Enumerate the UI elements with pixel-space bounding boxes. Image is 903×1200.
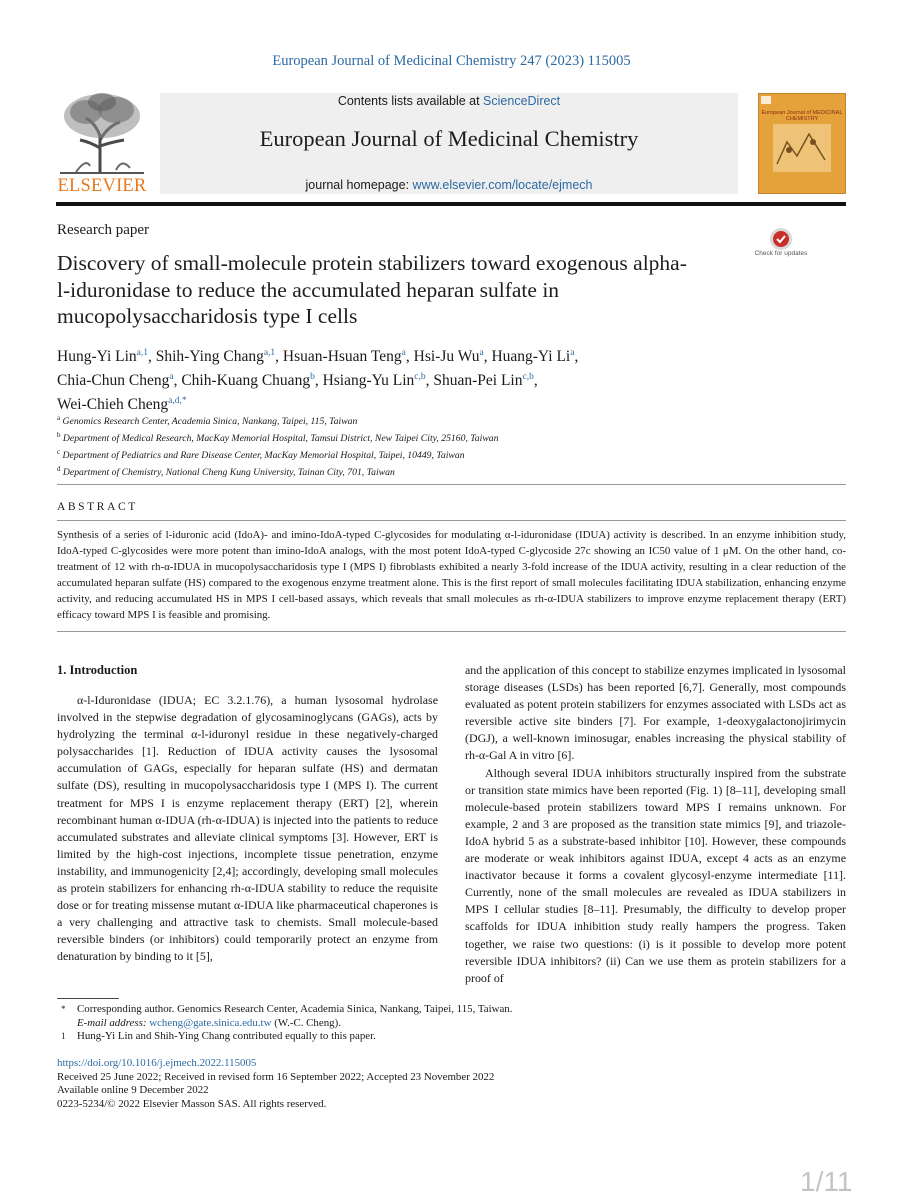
affiliation-mark: a [57,414,61,422]
copyright: 0223-5234/© 2022 Elsevier Masson SAS. All rights reserved. [57,1097,327,1110]
footnote-mark: 1 [61,1031,66,1042]
doi-link[interactable]: https://doi.org/10.1016/j.ejmech.2022.115005 [57,1057,257,1069]
author[interactable] [156,348,275,365]
footnote-mark: * [61,1004,66,1014]
journal-citation[interactable]: European Journal of Medicinal Chemistry 247 (2023) 115005 [272,53,631,69]
affiliation-text: Department of Medical Research, MacKay Memorial Hospital, Tamsui District, New Taipei City, 25160, Taiwan [62,433,499,445]
email-suffix: (W.-C. Cheng). [274,1016,341,1029]
contents-prefix: Contents lists available at [337,94,484,108]
author-separator: , [533,372,538,390]
affiliation [57,446,837,463]
author-affiliation-mark[interactable]: c,b [522,372,534,383]
equal-contribution-text: Hung-Yi Lin and Shih-Ying Chang contributed equally to this paper. [77,1030,376,1043]
author-email-link[interactable]: wcheng@gate.sinica.edu.tw [149,1016,272,1029]
email-label: E-mail address: [77,1016,147,1029]
affiliation [57,463,837,480]
cover-title: European Journal of MEDICINAL CHEMISTRY [761,110,843,122]
author-list [57,343,757,415]
journal-cover-thumbnail[interactable] [758,93,846,194]
author-separator: , [405,348,414,366]
author[interactable] [323,372,426,389]
author[interactable] [57,348,148,365]
author-affiliation-mark[interactable]: a,1 [263,348,276,358]
abstract-heading: ABSTRACT [57,501,138,513]
author-separator: , [275,348,283,366]
author-separator: , [483,348,492,366]
affiliation [57,412,837,429]
article-title: Discovery of small-molecule protein stabilizers toward exogenous alpha-l-iduronidase to reduce the accumulated heparan sulfate in mucopolysaccharidosis type I cells [57,251,687,328]
affiliation-mark: b [57,431,61,440]
author-separator: , [314,372,323,390]
footnotes [57,1003,837,1044]
intro-left-column [57,692,438,966]
article-info [57,1057,657,1111]
received-dates: Received 25 June 2022; Received in revised form 16 September 2022; Accepted 23 November 2022 [57,1070,495,1083]
intro-paragraph: α-l-Iduronidase (IDUA; EC 3.2.1.76), a human lysosomal hydrolase involved in the stepwise degradation of glycosaminoglycans (GAGs), acts by hydrolyzing the terminal α-l-iduronyl residue in these negatively-charged polysaccharides [1]. Reduction of IDUA activity causes the lysosomal accumulation of GAGs, especially for heparan sulfate (HS) and dermatan sulfate (DS), resulting in mucopolysaccharidosis type I (MPS I). The current treatment for MPS I is enzyme replacement therapy (ERT) [2], wherein recombinant human α-IDUA (rh-α-IDUA) is injected into the patients to reduce accumulated substrates and alleviate clinical symptoms [3]. However, ERT is limited by the high-cost injections, incomplete tissue penetration, enzyme instability, and immunogenicity [2,4]; accordingly, developing small molecules as protein stabilizers for enhancing rh-α-IDUA stability to reduce the requisite dose or for treating missense mutant α-IDUA like pharmaceutical chaperones is a very challenging and attractive task to chemists. Small molecule-based reversible binders (or inhibitors) could temporarily protect an enzyme from denaturation by binding to it [5], [57,693,438,964]
author-separator: , [173,372,182,390]
abstract-top-rule [57,484,846,485]
section-heading-introduction: 1. Introduction [57,663,138,677]
footnote-rule [57,998,119,999]
homepage-prefix: journal homepage: [305,178,413,192]
author[interactable] [491,348,574,365]
author-affiliation-mark[interactable]: a [169,372,174,383]
author-name[interactable]: Hsi-Ju Wu [413,348,480,366]
affiliation-mark: d [57,465,61,474]
affiliation-text: Department of Pediatrics and Rare Disease Center, MacKay Memorial Hospital, Taipei, 10449, Taiwan [62,450,465,462]
corresponding-text: Corresponding author. Genomics Research Center, Academia Sinica, Nankang, Taipei, 115, Taiwan. [77,1003,513,1015]
email-note [57,1017,837,1031]
publisher-wordmark[interactable]: ELSEVIER [57,176,147,196]
author-name[interactable]: Wei-Chieh Cheng [57,396,169,414]
author-name[interactable]: Chia-Chun Cheng [57,372,170,390]
abstract-heading-rule [57,520,846,521]
author-affiliation-mark[interactable]: a [479,348,484,358]
author[interactable] [57,372,174,389]
intro-paragraph: Although several IDUA inhibitors structurally inspired from the substrate or transition state mimics have been reported (Fig. 1) [8–11], developing small molecule-based protein stabilizers toward MPS I remains unknown. For example, 2 and 3 are proposed as the transition state mimics [9], and triazole-IdoA hybrid 5 as a substrate-based inhibitor [10]. However, these compounds are moderate or weak inhibitors against IDUA, except 4 acts as an enzyme inactivator because it forms a covalent glycosyl-enzyme intermediate [11]. Currently, none of the small molecules are revealed as IDUA stabilizers in MPS I cellular studies [8–11]. Presumably, the difficulty to develop proper scaffolds for IDUA inhibition study really hampers the progress. Taken together, we raise two questions: (i) is it possible to develop more potent reversible IDUA inhibitors? (ii) Can we use them as protein stabilizers for a proof of [465,765,846,985]
author-affiliation-mark[interactable]: a,d,* [168,396,187,407]
author-affiliation-mark[interactable]: a [401,348,406,358]
author-separator: , [425,372,434,390]
check-for-updates-label[interactable]: Check for updates [754,250,808,257]
author[interactable] [283,348,406,365]
author-name[interactable]: Hsuan-Hsuan Teng [282,348,402,366]
author-affiliation-mark[interactable]: c,b [414,372,426,383]
author-name[interactable]: Shih-Ying Chang [155,348,264,366]
affiliation-text: Genomics Research Center, Academia Sinica, Nankang, Taipei, 115, Taiwan [62,416,358,428]
journal-title: European Journal of Medicinal Chemistry [259,126,639,151]
abstract-text: Synthesis of a series of l-iduronic acid (IdoA)- and imino-IdoA-typed C-glycosides for modulating α-l-iduronidase (IDUA) activity is described. In an enzyme inhibition study, IdoA-typed C-glycosides were more potent than imino-IdoA analogs, with the most potent IdoA-typed C-glycoside 27c showing an IC50 value of 1 μM. On the other hand, co-treatment of 12 with rh-α-IDUA in mucopolysaccharidosis type I (MPS I) fibroblasts exhibited a nearly 3-fold increase of the IDUA activity, resulting in a clear reduction of the accumulated heparan sulfate (HS) compared to the exogenous enzyme treatment alone. This is the first report of small molecules facilitating IDUA stabilization, enhancing enzyme activity, and reducing accumulated HS in MPS I cell-based assays, which reveals that small molecules as rh-α-IDUA stabilizers to improve enzyme replacement therapy (ERT) efficacy toward MPS I is feasible and promising. [57,529,846,621]
author-name[interactable]: Hsiang-Yu Lin [322,372,415,390]
author-name[interactable]: Chih-Kuang Chuang [181,372,311,390]
corresponding-author-note [57,1003,837,1017]
check-for-updates-icon[interactable] [760,227,802,269]
sciencedirect-link[interactable]: ScienceDirect [483,94,561,108]
header-rule [56,202,846,206]
author-separator: , [148,348,156,366]
author[interactable] [433,372,533,389]
intro-paragraph: and the application of this concept to stabilize enzymes implicated in lysosomal storage diseases (LSDs) has been reported [6,7]. Generally, most compounds evaluated as potent protein stabilizers for enzymes associated with LSDs act as reversible active site binders [7]. For example, 1-deoxygalactonojirimycin (DGJ), a well-known iminosugar, enables increasing the physical stability of rh-α-Gal A in vitro [6]. [465,663,846,763]
author-affiliation-mark[interactable]: a,1 [136,348,148,358]
author[interactable] [414,348,484,365]
abstract-bottom-rule [57,631,846,632]
journal-homepage-link[interactable]: www.elsevier.com/locate/ejmech [412,178,593,192]
affiliation-text: Department of Chemistry, National Cheng Kung University, Tainan City, 701, Taiwan [62,467,395,479]
author-affiliation-mark[interactable]: a [570,348,575,358]
author-name[interactable]: Shuan-Pei Lin [433,372,523,390]
homepage-line [160,178,738,192]
author-affiliation-mark[interactable]: b [310,372,315,383]
page-indicator: 1/11 [800,1166,853,1197]
contents-line [160,94,738,108]
available-online: Available online 9 December 2022 [57,1084,209,1097]
author[interactable] [181,372,314,389]
affiliation-list [57,412,837,480]
author[interactable] [57,396,187,413]
author-separator: , [574,348,579,366]
intro-right-column [465,662,846,987]
article-type: Research paper [57,222,150,238]
affiliation [57,429,837,446]
equal-contribution-note [57,1030,837,1044]
author-name[interactable]: Huang-Yi Li [491,348,571,366]
affiliation-mark: c [57,448,61,457]
author-name[interactable]: Hung-Yi Lin [57,348,137,366]
